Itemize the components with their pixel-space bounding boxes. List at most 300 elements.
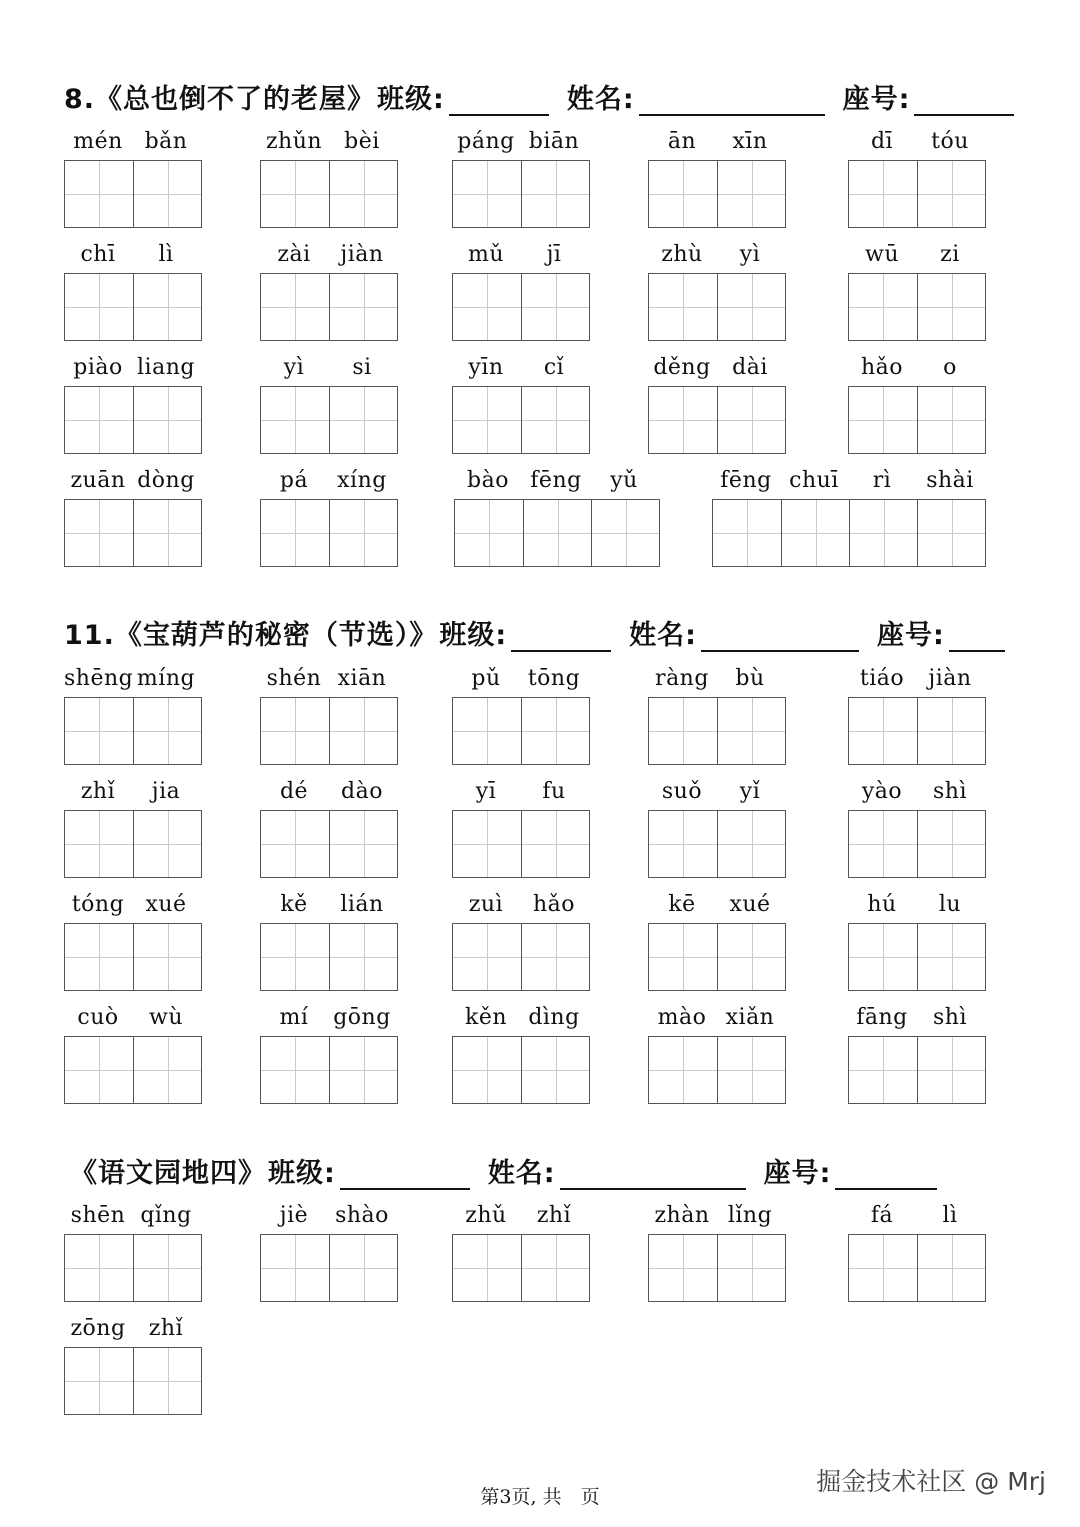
tianzige-boxes [452, 160, 590, 228]
tianzige-boxes [648, 1036, 786, 1104]
pinyin-syllable: yǐ [739, 779, 761, 804]
writing-cell[interactable] [849, 161, 917, 227]
class-blank[interactable] [449, 84, 549, 116]
pinyin-syllable: bǎn [144, 129, 188, 154]
pinyin-syllable: shēng [64, 666, 134, 691]
pinyin-syllable: xiǎn [725, 1005, 775, 1030]
class-label: 班级: [268, 1158, 336, 1189]
pinyin-label [848, 1202, 984, 1230]
writing-cell[interactable] [453, 811, 521, 877]
tianzige-boxes [648, 697, 786, 765]
tianzige-boxes [648, 810, 786, 878]
pinyin-syllable: fá [870, 1203, 894, 1228]
tianzige-boxes [848, 923, 986, 991]
writing-cell[interactable] [917, 811, 985, 877]
pinyin-syllable: yào [861, 779, 903, 804]
writing-cell[interactable] [65, 1235, 133, 1301]
tianzige-boxes [848, 160, 986, 228]
pinyin-syllable: mǔ [467, 242, 505, 267]
writing-cell[interactable] [65, 161, 133, 227]
name-label: 姓名: [487, 1158, 556, 1189]
tianzige-boxes [64, 697, 202, 765]
writing-cell[interactable] [521, 1037, 589, 1103]
pinyin-label [64, 1004, 200, 1032]
pinyin-syllable: lu [938, 892, 962, 917]
writing-cell[interactable] [917, 387, 985, 453]
pinyin-label [64, 467, 200, 495]
tianzige-boxes [64, 273, 202, 341]
tianzige-boxes [648, 1234, 786, 1302]
pinyin-syllable: cuò [77, 1005, 119, 1030]
pinyin-syllable: kē [668, 892, 696, 917]
pinyin-syllable: ràng [655, 666, 709, 691]
pinyin-syllable: hǎo [860, 355, 904, 380]
section-yuwen-header [70, 1146, 1018, 1190]
pinyin-syllable: suǒ [661, 779, 703, 804]
section-11-header [64, 608, 1018, 652]
writing-cell[interactable] [521, 698, 589, 764]
pinyin-syllable: zuān [70, 468, 126, 493]
tianzige-boxes [848, 810, 986, 878]
class-blank[interactable] [511, 620, 611, 652]
pinyin-syllable: fēng [530, 468, 582, 493]
writing-cell[interactable] [133, 1348, 201, 1414]
writing-cell[interactable] [453, 1235, 521, 1301]
writing-cell[interactable] [521, 924, 589, 990]
pinyin-syllable: míng [136, 666, 196, 691]
pinyin-label [260, 241, 396, 269]
tianzige-boxes [260, 499, 398, 567]
pinyin-syllable: lǐng [727, 1203, 773, 1228]
pinyin-syllable: zhǔn [265, 129, 323, 154]
writing-cell[interactable] [329, 161, 397, 227]
pinyin-syllable: bèi [344, 129, 380, 154]
writing-cell[interactable] [261, 161, 329, 227]
tianzige-boxes [64, 923, 202, 991]
pinyin-syllable: jiàn [340, 242, 384, 267]
pinyin-syllable: xué [145, 892, 187, 917]
writing-cell[interactable] [717, 924, 785, 990]
pinyin-syllable: qǐng [140, 1203, 192, 1228]
writing-cell[interactable] [65, 274, 133, 340]
seat-blank[interactable] [949, 620, 1005, 652]
pinyin-label [260, 467, 396, 495]
tianzige-boxes [648, 273, 786, 341]
pinyin-syllable: zi [940, 242, 960, 267]
seat-label: 座号: [763, 1158, 832, 1189]
pinyin-syllable: dī [870, 129, 894, 154]
writing-cell[interactable] [717, 161, 785, 227]
pinyin-label [64, 128, 200, 156]
writing-cell[interactable] [261, 1235, 329, 1301]
writing-cell[interactable] [649, 1037, 717, 1103]
tianzige-boxes [848, 273, 986, 341]
writing-cell[interactable] [133, 274, 201, 340]
pinyin-label [848, 128, 984, 156]
writing-cell[interactable] [521, 274, 589, 340]
tianzige-boxes [64, 160, 202, 228]
pinyin-syllable: zhù [661, 242, 703, 267]
writing-cell[interactable] [849, 924, 917, 990]
pinyin-syllable: tóng [71, 892, 125, 917]
tianzige-boxes [712, 499, 986, 567]
pinyin-syllable: zhǔ [465, 1203, 507, 1228]
pinyin-label [64, 241, 200, 269]
writing-cell[interactable] [261, 274, 329, 340]
seat-label: 座号: [842, 84, 911, 115]
section-title: 8.《总也倒不了的老屋》 [64, 84, 376, 115]
writing-cell[interactable] [521, 1235, 589, 1301]
class-label: 班级: [439, 620, 508, 651]
tianzige-boxes [848, 1234, 986, 1302]
pinyin-syllable: chī [80, 242, 116, 267]
tianzige-boxes [260, 697, 398, 765]
pinyin-label [64, 354, 200, 382]
writing-cell[interactable] [717, 274, 785, 340]
tianzige-boxes [260, 1234, 398, 1302]
pinyin-syllable: zhàn [654, 1203, 710, 1228]
writing-cell[interactable] [65, 698, 133, 764]
pinyin-label [64, 1202, 200, 1230]
writing-cell[interactable] [917, 698, 985, 764]
pinyin-syllable: dé [279, 779, 309, 804]
tianzige-boxes [260, 386, 398, 454]
tianzige-boxes [648, 923, 786, 991]
pinyin-syllable: hǎo [532, 892, 576, 917]
pinyin-syllable: yì [283, 355, 305, 380]
writing-cell[interactable] [849, 811, 917, 877]
writing-cell[interactable] [849, 500, 917, 566]
tianzige-boxes [64, 499, 202, 567]
pinyin-syllable: dào [341, 779, 383, 804]
pinyin-syllable: cǐ [543, 355, 565, 380]
pinyin-syllable: zuì [468, 892, 504, 917]
pinyin-syllable: shén [266, 666, 322, 691]
tianzige-boxes [260, 810, 398, 878]
pinyin-syllable: liang [137, 355, 195, 380]
pinyin-label [648, 241, 784, 269]
page-number: 第3页, [480, 1486, 537, 1508]
section-title: 《语文园地四》 [70, 1158, 266, 1189]
pinyin-label [648, 891, 784, 919]
pinyin-syllable: shì [933, 1005, 967, 1030]
pinyin-label [260, 778, 396, 806]
class-label: 班级: [377, 84, 445, 115]
pinyin-syllable: hú [867, 892, 897, 917]
writing-cell[interactable] [917, 161, 985, 227]
writing-cell[interactable] [917, 1037, 985, 1103]
writing-cell[interactable] [717, 698, 785, 764]
writing-cell[interactable] [717, 387, 785, 453]
writing-cell[interactable] [713, 500, 781, 566]
pinyin-label [64, 1315, 200, 1343]
tianzige-boxes [64, 1347, 202, 1415]
pinyin-label [452, 1004, 588, 1032]
pinyin-syllable: jī [546, 242, 562, 267]
tianzige-boxes [452, 923, 590, 991]
tianzige-boxes [64, 810, 202, 878]
tianzige-boxes [848, 386, 986, 454]
writing-cell[interactable] [65, 811, 133, 877]
writing-cell[interactable] [649, 698, 717, 764]
tianzige-boxes [452, 1036, 590, 1104]
pinyin-syllable: xīn [732, 129, 768, 154]
writing-cell[interactable] [65, 500, 133, 566]
name-blank[interactable] [560, 1158, 746, 1190]
writing-cell[interactable] [849, 1235, 917, 1301]
writing-cell[interactable] [917, 274, 985, 340]
pinyin-label [260, 354, 396, 382]
writing-cell[interactable] [521, 387, 589, 453]
pinyin-syllable: tóu [931, 129, 969, 154]
writing-cell[interactable] [133, 811, 201, 877]
pinyin-syllable: shēn [70, 1203, 126, 1228]
pinyin-label [260, 128, 396, 156]
tianzige-boxes [648, 160, 786, 228]
writing-cell[interactable] [133, 1235, 201, 1301]
writing-cell[interactable] [133, 500, 201, 566]
writing-cell[interactable] [65, 387, 133, 453]
tianzige-boxes [260, 273, 398, 341]
tianzige-boxes [648, 386, 786, 454]
pinyin-label [452, 665, 588, 693]
pinyin-syllable: mào [657, 1005, 707, 1030]
pinyin-syllable: yǔ [610, 468, 638, 493]
pinyin-syllable: bào [467, 468, 509, 493]
tianzige-boxes [260, 923, 398, 991]
pinyin-syllable: rì [872, 468, 892, 493]
pinyin-syllable: dòng [137, 468, 195, 493]
writing-cell[interactable] [781, 500, 849, 566]
pinyin-syllable: tōng [527, 666, 581, 691]
writing-cell[interactable] [329, 698, 397, 764]
pinyin-syllable: chuī [789, 468, 839, 493]
name-blank[interactable] [639, 84, 825, 116]
writing-cell[interactable] [261, 387, 329, 453]
pinyin-label [848, 778, 984, 806]
pinyin-syllable: lì [942, 1203, 958, 1228]
pinyin-syllable: děng [653, 355, 711, 380]
pinyin-syllable: zài [277, 242, 311, 267]
pinyin-syllable: xíng [337, 468, 387, 493]
writing-cell[interactable] [133, 387, 201, 453]
pinyin-syllable: shài [926, 468, 974, 493]
writing-cell[interactable] [453, 387, 521, 453]
tianzige-boxes [260, 160, 398, 228]
writing-cell[interactable] [649, 1235, 717, 1301]
section-title: 11.《宝葫芦的秘密（节选）》 [64, 620, 438, 651]
writing-cell[interactable] [521, 161, 589, 227]
writing-cell[interactable] [917, 1235, 985, 1301]
pinyin-syllable: gōng [333, 1005, 391, 1030]
writing-cell[interactable] [261, 698, 329, 764]
writing-cell[interactable] [329, 1037, 397, 1103]
tianzige-boxes [64, 1036, 202, 1104]
pinyin-syllable: wū [865, 242, 899, 267]
pinyin-label [64, 891, 200, 919]
writing-cell[interactable] [649, 161, 717, 227]
pinyin-label [260, 1202, 396, 1230]
tianzige-boxes [452, 810, 590, 878]
seat-blank[interactable] [914, 84, 1014, 116]
writing-cell[interactable] [329, 924, 397, 990]
tianzige-boxes [452, 1234, 590, 1302]
writing-cell[interactable] [65, 1037, 133, 1103]
tianzige-boxes [64, 1234, 202, 1302]
pinyin-label [454, 467, 658, 495]
writing-cell[interactable] [453, 1037, 521, 1103]
writing-cell[interactable] [917, 500, 985, 566]
pinyin-syllable: yī [475, 779, 497, 804]
pinyin-label [712, 467, 984, 495]
pinyin-syllable: fāng [856, 1005, 908, 1030]
writing-cell[interactable] [717, 1037, 785, 1103]
writing-cell[interactable] [591, 500, 659, 566]
pinyin-syllable: yīn [468, 355, 504, 380]
pinyin-label [648, 1004, 784, 1032]
tianzige-boxes [848, 1036, 986, 1104]
pinyin-syllable: zhǐ [80, 779, 116, 804]
writing-cell[interactable] [65, 924, 133, 990]
pinyin-syllable: yì [739, 242, 761, 267]
pinyin-label [260, 891, 396, 919]
writing-cell[interactable] [717, 1235, 785, 1301]
writing-cell[interactable] [329, 1235, 397, 1301]
writing-cell[interactable] [329, 274, 397, 340]
pinyin-syllable: mí [279, 1005, 309, 1030]
pinyin-syllable: tiáo [859, 666, 905, 691]
pinyin-label [452, 1202, 588, 1230]
pinyin-syllable: zhǐ [536, 1203, 572, 1228]
writing-cell[interactable] [261, 924, 329, 990]
pinyin-syllable: kě [280, 892, 308, 917]
writing-cell[interactable] [521, 811, 589, 877]
name-blank[interactable] [701, 620, 859, 652]
pinyin-syllable: lián [340, 892, 384, 917]
watermark: 掘金技术社区 @ Mrj [816, 1467, 1046, 1496]
pinyin-syllable: kěn [464, 1005, 508, 1030]
pinyin-syllable: fu [542, 779, 566, 804]
pinyin-label [452, 241, 588, 269]
pinyin-syllable: shào [335, 1203, 389, 1228]
pinyin-label [648, 665, 784, 693]
pinyin-label [848, 241, 984, 269]
pinyin-syllable: xiān [337, 666, 387, 691]
class-blank[interactable] [340, 1158, 470, 1190]
pinyin-syllable: biān [528, 129, 580, 154]
pinyin-syllable: pá [279, 468, 309, 493]
tianzige-boxes [454, 499, 660, 567]
writing-cell[interactable] [329, 500, 397, 566]
writing-cell[interactable] [329, 811, 397, 877]
tianzige-boxes [452, 273, 590, 341]
pinyin-label [848, 354, 984, 382]
pinyin-label [848, 665, 984, 693]
name-label: 姓名: [566, 84, 635, 115]
page-total: 共 页 [542, 1486, 600, 1508]
tianzige-boxes [848, 697, 986, 765]
pinyin-label [452, 354, 588, 382]
writing-cell[interactable] [649, 811, 717, 877]
pinyin-syllable: dìng [528, 1005, 580, 1030]
pinyin-label [648, 128, 784, 156]
writing-cell[interactable] [849, 387, 917, 453]
writing-cell[interactable] [329, 387, 397, 453]
writing-cell[interactable] [65, 1348, 133, 1414]
pinyin-syllable: zhǐ [148, 1316, 184, 1341]
pinyin-syllable: o [943, 355, 957, 380]
seat-blank[interactable] [835, 1158, 937, 1190]
pinyin-label [452, 128, 588, 156]
writing-cell[interactable] [261, 811, 329, 877]
pinyin-label [648, 778, 784, 806]
pinyin-label [452, 891, 588, 919]
writing-cell[interactable] [453, 698, 521, 764]
writing-cell[interactable] [717, 811, 785, 877]
tianzige-boxes [452, 697, 590, 765]
pinyin-label [260, 665, 396, 693]
tianzige-boxes [64, 386, 202, 454]
pinyin-syllable: lì [158, 242, 174, 267]
name-label: 姓名: [629, 620, 697, 651]
writing-cell[interactable] [849, 1037, 917, 1103]
writing-cell[interactable] [649, 924, 717, 990]
writing-cell[interactable] [649, 274, 717, 340]
pinyin-syllable: zōng [70, 1316, 126, 1341]
pinyin-syllable: ān [667, 129, 697, 154]
writing-cell[interactable] [849, 274, 917, 340]
pinyin-label [848, 891, 984, 919]
writing-cell[interactable] [261, 500, 329, 566]
pinyin-syllable: wù [149, 1005, 183, 1030]
pinyin-syllable: jia [151, 779, 181, 804]
writing-cell[interactable] [261, 1037, 329, 1103]
writing-cell[interactable] [453, 924, 521, 990]
pinyin-syllable: pǔ [471, 666, 501, 691]
pinyin-syllable: jiàn [928, 666, 972, 691]
writing-cell[interactable] [917, 924, 985, 990]
writing-cell[interactable] [523, 500, 591, 566]
pinyin-syllable: shì [933, 779, 967, 804]
seat-label: 座号: [876, 620, 945, 651]
pinyin-syllable: xué [729, 892, 771, 917]
pinyin-label [648, 1202, 784, 1230]
writing-cell[interactable] [849, 698, 917, 764]
tianzige-boxes [452, 386, 590, 454]
pinyin-label [648, 354, 784, 382]
writing-cell[interactable] [133, 698, 201, 764]
pinyin-label [452, 778, 588, 806]
tianzige-boxes [260, 1036, 398, 1104]
pinyin-syllable: mén [73, 129, 123, 154]
pinyin-syllable: dài [732, 355, 768, 380]
writing-cell[interactable] [453, 274, 521, 340]
pinyin-label [64, 665, 200, 693]
pinyin-label [848, 1004, 984, 1032]
writing-cell[interactable] [455, 500, 523, 566]
writing-cell[interactable] [453, 161, 521, 227]
writing-cell[interactable] [133, 161, 201, 227]
section-8-header [64, 72, 1018, 116]
writing-cell[interactable] [133, 1037, 201, 1103]
writing-cell[interactable] [649, 387, 717, 453]
pinyin-syllable: páng [457, 129, 515, 154]
pinyin-syllable: jiè [279, 1203, 309, 1228]
pinyin-label [260, 1004, 396, 1032]
writing-cell[interactable] [133, 924, 201, 990]
pinyin-syllable: piào [73, 355, 123, 380]
pinyin-syllable: fēng [720, 468, 772, 493]
